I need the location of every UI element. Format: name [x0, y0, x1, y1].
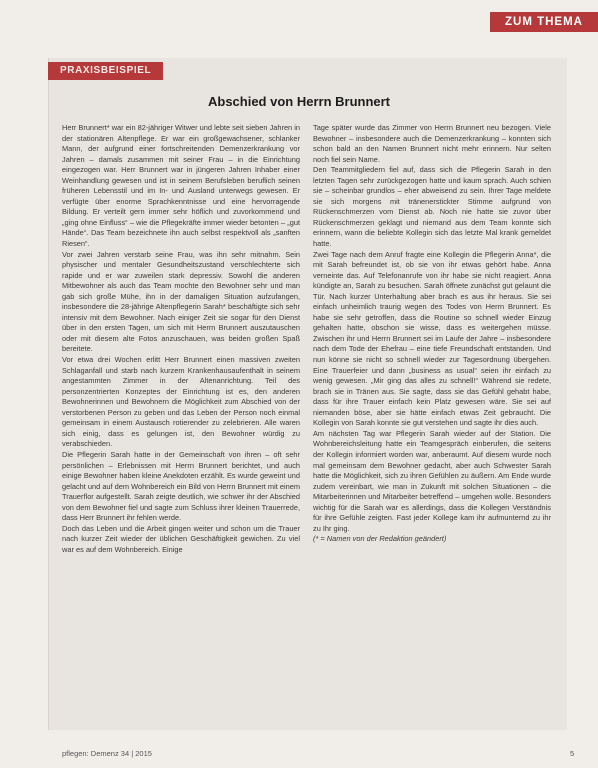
paragraph: Vor zwei Jahren verstarb seine Frau, was ihn sehr mitnahm. Sein physischer und mentaler Gesundheitszustand verschlechterte sich rapide und er war zuweilen stark depressiv. Sowohl die anderen Mitbewohner als auch das Team mochte den Bewohner sehr und man gab sich große Mühe, ihn in der damaligen Situation aufzufangen, insbesondere die 28-jährige Altenpflegerin Sarah* beschäftigte sich sehr intensiv mit dem Bewohner. Nach einiger Zeit sie sogar für den Dienst über in den ersten Tagen, um sich mit Herrn Brunnert auszutauschen oder mit diesem alte Fotos anzuschauen, was beiden großen Spaß bereitete. — [62, 249, 300, 354]
paragraph: Zwei Tage nach dem Anruf fragte eine Kollegin die Pflegerin Anna*, die mit Sarah befreundet ist, ob sie von ihr etwas gehört habe. Anna verneinte das. Auf Telefonanrufe von ihr habe sie nicht reagiert. Anna kündigte an, Sarah zu besuchen. Sarah öffnete zunächst gut gelaunt die Tür. Nach kurzer Unterhaltung aber brach es aus ihr heraus. Sie sei einfach unheimlich traurig wegen des Todes von Herrn Brunnert. Es habe sie sehr getroffen, dass die Routine so schnell wieder Einzug gehalten hatte, obschon sie wisse, dass es weitergehen müsse. Zwischen ihr und Herrn Brunnert sei im Laufe der Jahre – insbesondere nach dem Tode der Ehefrau – eine tiefe Freundschaft entstanden. Und nun könne sie nicht so schnell wieder zur Tagesordnung übergehen. Eine Trauerfeier und dann „business as usual“ seien ihr einfach zu wenig gewesen. „Mir ging das alles zu schnell!“ Während sie redete, brach sie in Tränen aus. Sie sagte, dass sie das Gefühl gehabt habe, dass für ihre Trauer einfach kein Platz gewesen wäre. Sie sei auf niemanden böse, aber sie hätte einfach etwas Zeit gebraucht. Die Kollegin von Sarah konnte sie gut verstehen und sagte ihr dies auch. — [313, 249, 551, 428]
paragraph: Doch das Leben und die Arbeit gingen weiter und schon um die Trauer nach kurzer Zeit wieder der üblichen Geschäftigkeit gewichen. Zu viel war es auf dem Wohnbereich. Einige — [62, 523, 300, 554]
paragraph: Die Pflegerin Sarah hatte in der Gemeinschaft von ihren – oft sehr persönlichen – Erlebnissen mit Herrn Brunnert berichtet, und auch einige Bewohner haben kleine Anekdoten erzählt. Es wurde geweint und gelacht und auf dem Wohnbereich ein Bild von Herrn Brunnert mit einem Trauerflor aufgestellt. Sarah zeigte deutlich, wie schwer ihr der Abschied von dem Bewohner fiel und sagte zum Schluss ihrer kleinen Trauerrede, dass Herr Brunnert ihr fehlen werde. — [62, 449, 300, 523]
article-tag: PRAXISBEISPIEL — [48, 62, 163, 80]
paragraph: Herr Brunnert* war ein 82-jähriger Witwer und lebte seit sieben Jahren in der stationären Altenpflege. Er war ein großgewachsener, schlanker Mann, der aufgrund einer fortschreitenden Demenzerkrankung vor Jahren – damals zusammen mit seiner Frau – in die Einrichtung eingezogen war. Herr Brunnert war in jüngeren Jahren Inhaber einer Weinhandlung gewesen und ist in seinem Berufsleben beruflich seinen früheren Lebensstil und im In- und Ausland unterwegs gewesen. Er verfügte über enorme Sprachkenntnisse und eine hervorragende Bildung. Er verteilt gern immer sehr höflich und zuvorkommend und „ging ohne Einfluss“ – wie die Pflegekräfte immer wieder betonten – „gut Hände“. Das Team bezeichnete ihn auch selbst respektvoll als „sanften Riesen“. — [62, 123, 300, 249]
left-column — [62, 123, 300, 719]
section-label: ZUM THEMA — [490, 12, 598, 32]
paragraph: Den Teammitgliedern fiel auf, dass sich die Pflegerin Sarah in den letzten Tagen sehr zurückgezogen hatte und kaum sprach. Auch schien sie – scheinbar grundlos – eher abweisend zu sein. Ihrer Tage meldete sie sich morgens mit tränenerstickter Stimme aufgrund von Rückenschmerzen vom Dienst ab. Noch nie hatte sie zuvor über Rückenschmerzen geklagt und niemand aus dem Team konnte sich erinnern, wann die beliebte Kollegin sich das letzte Mal krank gemeldet hatte. — [313, 165, 551, 249]
paragraph: Vor etwa drei Wochen erlitt Herr Brunnert einen massiven zweiten Schlaganfall und starb nach kurzem Krankenhausaufenthalt in seinem angestammten Zimmer in der Altenanrichtung. Teil des personzentrierten Konzeptes der Einrichtung ist es, den anderen Bewohnerinnen und Bewohnern die Möglichkeit zum Abschied von der verstorbenen Person zu geben und das Leben der Person noch einmal gemeinsam in einem Austausch rotierender zu zelebrieren. Alle waren sich einig, dass es gelungen ist, den Bewohner würdig zu verabschieden. — [62, 355, 300, 449]
paragraph: Am nächsten Tag war Pflegerin Sarah wieder auf der Station. Die Wohnbereichsleitung hatte ein Teamgespräch einberufen, die seitens der Kollegin informiert worden war, anberaumt. Auf diesem wurde noch mal gemeinsam dem Bewohner gedacht, aber auch Schwester Sarah hatte die Möglichkeit, sich zu ihren Gefühlen zu äußern. Am Ende wurde zudem vereinbart, wie man in Zukunft mit solchen Situationen – die Mitarbeiterinnen und Mitarbeiter betreffend – umgehen wolle. Besonders wichtig für die Sarah war es allerdings, dass die Kollegen Verständnis für ihre Gefühle zeigten. Fast jeder Kollege kam ihr aufmunternd zu ihr zu Ihr ging. — [313, 428, 551, 533]
editorial-note: (* = Namen von der Redaktion geändert) — [313, 534, 447, 544]
right-column — [313, 123, 551, 719]
page-number: 5 — [570, 749, 575, 758]
paragraph: Tage später wurde das Zimmer von Herrn Brunnert neu bezogen. Viele Bewohner – insbesondere auch die Demenzerkrankung – konnten sich schon bald an den Namen Brunnert nicht mehr erinnern. Nur selten noch fiel sein Name. — [313, 123, 551, 164]
publication-footer: pflegen: Demenz 34 | 2015 — [62, 749, 152, 758]
article-title: Abschied von Herrn Brunnert — [207, 94, 391, 109]
